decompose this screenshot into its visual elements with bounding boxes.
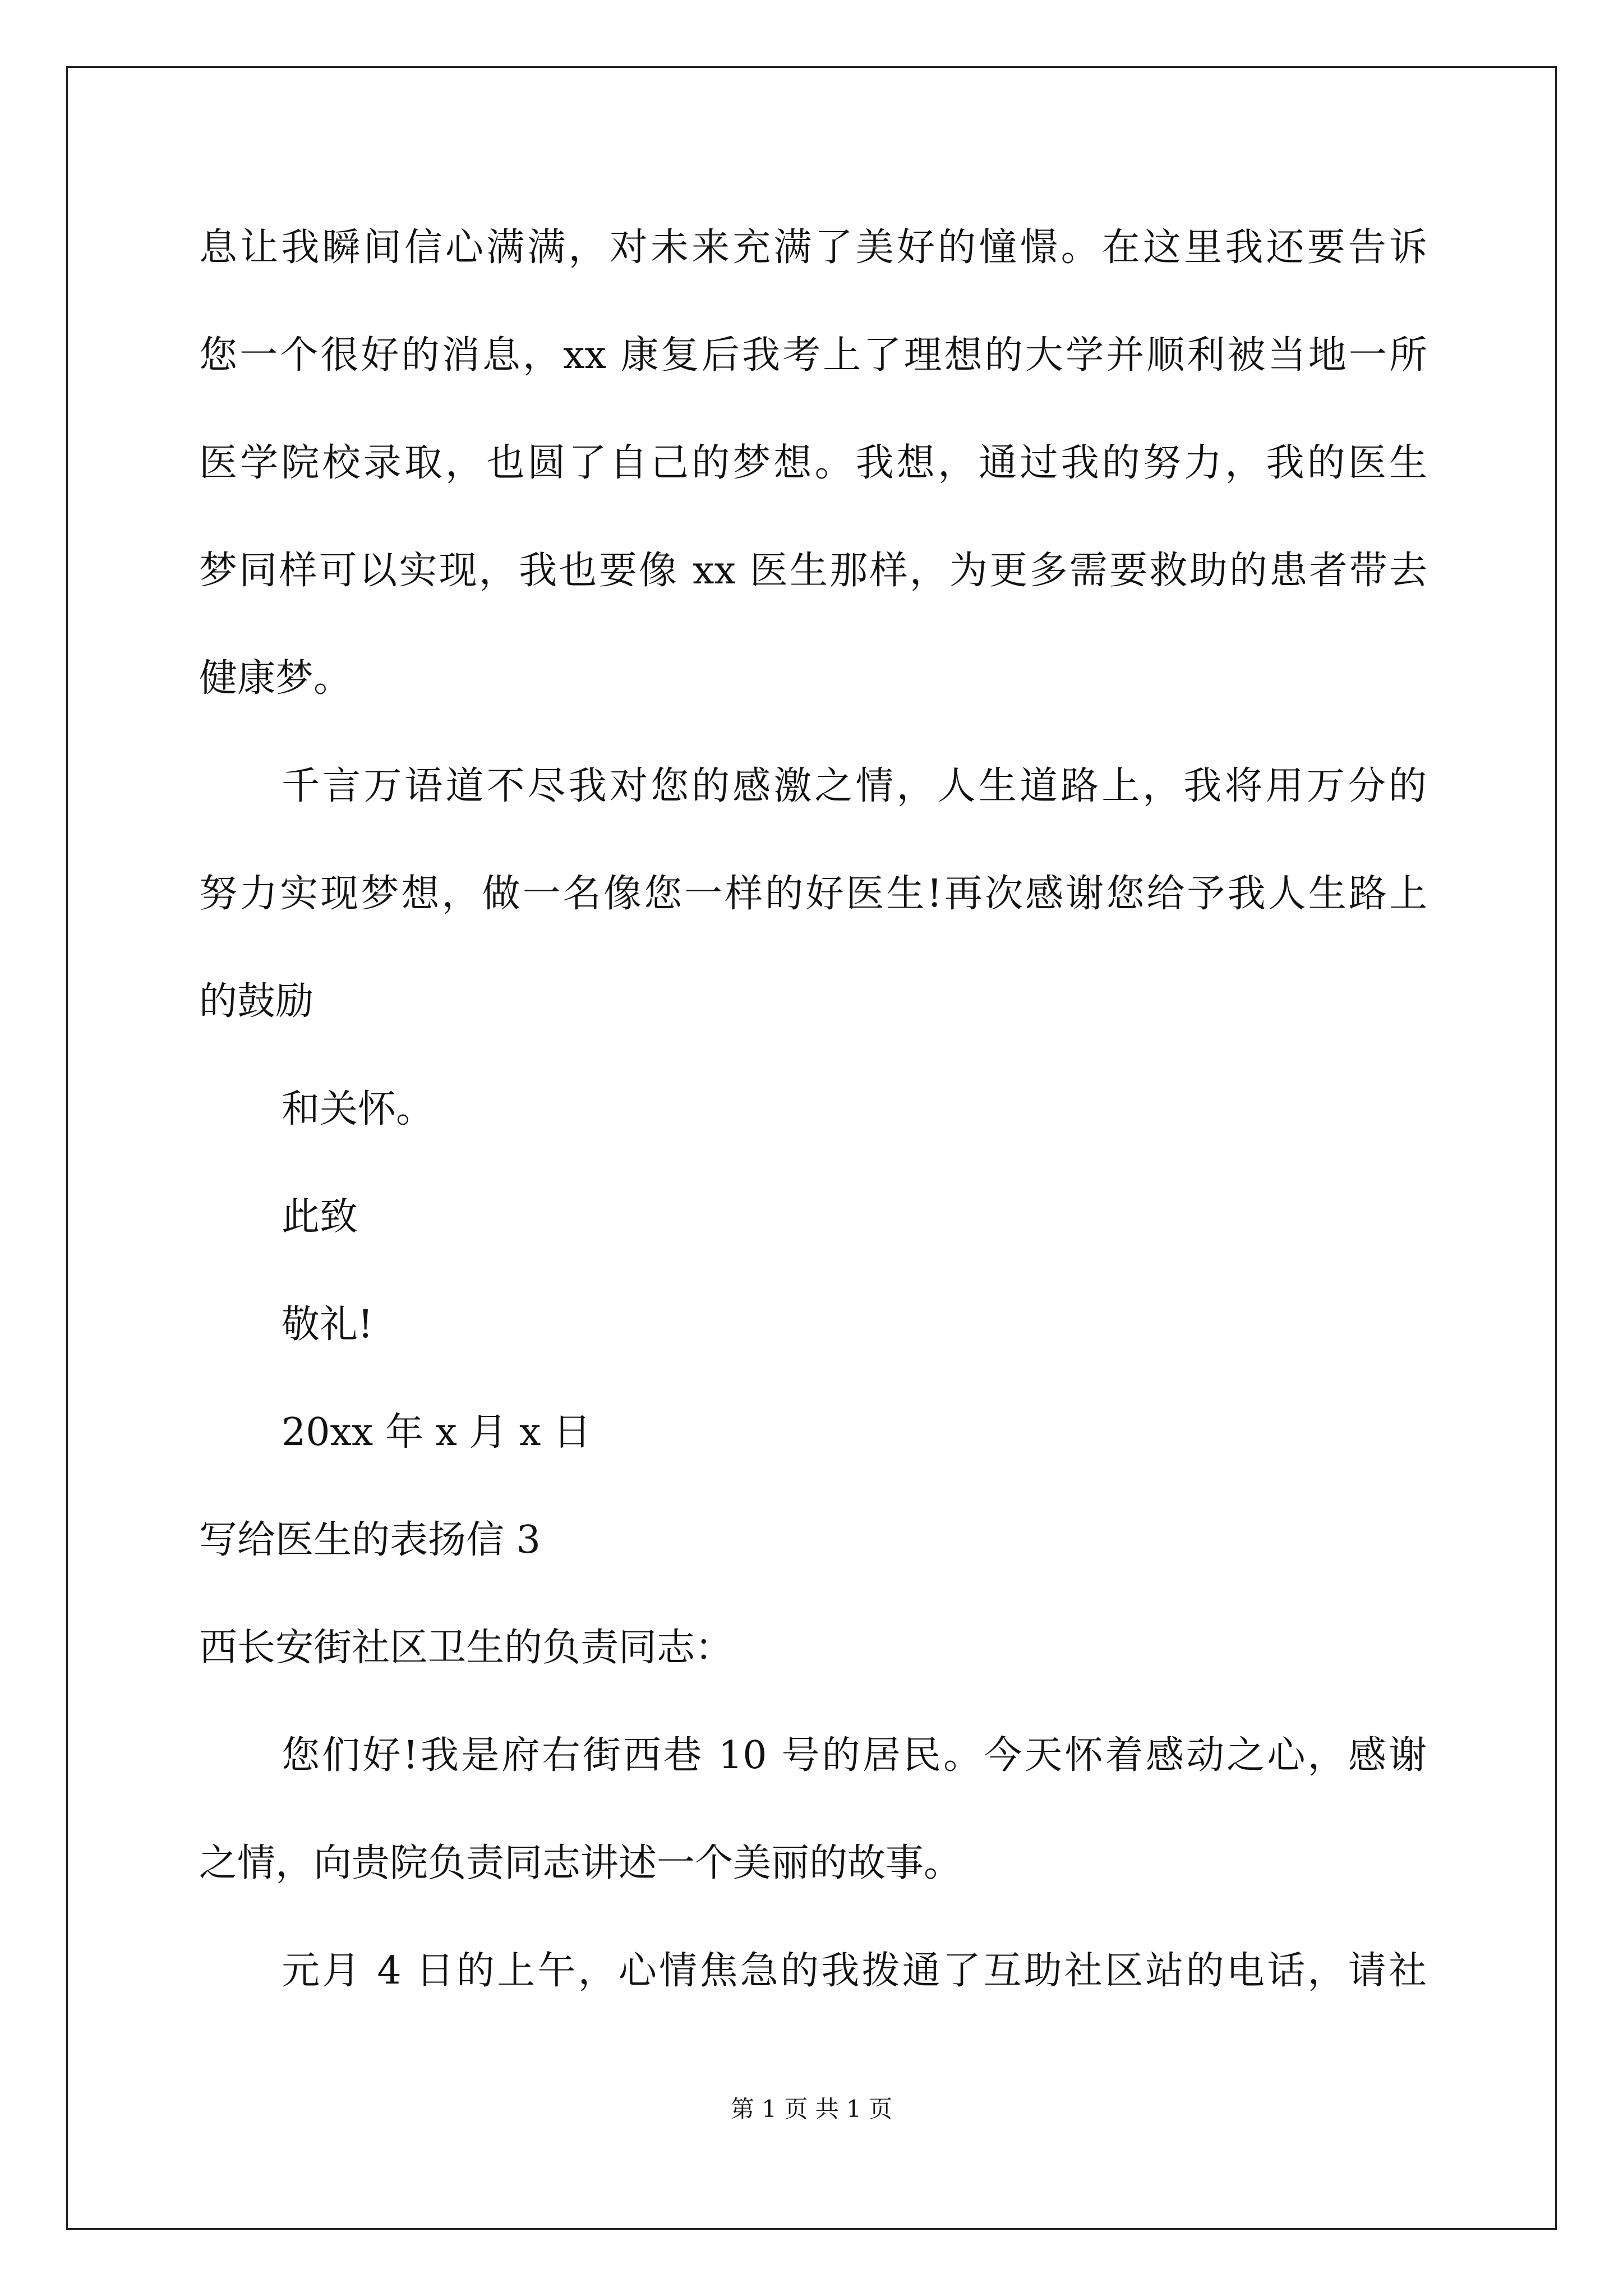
letter-date: 20xx 年 x 月 x 日: [282, 1410, 592, 1455]
body-line-4: 梦同样可以实现，我也要像 xx 医生那样，为更多需要救助的患者带去: [199, 549, 1427, 593]
paragraph-start-line: 千言万语道不尽我对您的感激之情，人生道路上，我将用万分的: [282, 764, 1427, 808]
body-line-3: 医学院校录取，也圆了自己的梦想。我想，通过我的努力，我的医生: [199, 441, 1427, 485]
body-line-2: 您一个很好的消息，xx 康复后我考上了理想的大学并顺利被当地一所: [199, 333, 1427, 378]
body-line-7: 努力实现梦想，做一名像您一样的好医生!再次感谢您给予我人生路上: [199, 872, 1427, 916]
closing-salutation: 此致: [282, 1195, 358, 1239]
body-line-16: 之情，向贵院负责同志讲述一个美丽的故事。: [199, 1841, 962, 1885]
page-border: [66, 66, 1557, 2230]
letter-greeting: 西长安街社区卫生的负责同志：: [199, 1626, 734, 1670]
body-line-9: 和关怀。: [282, 1087, 435, 1131]
section-heading: 写给医生的表扬信 3: [199, 1518, 541, 1562]
body-line-17: 元月 4 日的上午，心情焦急的我拨通了互助社区站的电话，请社: [282, 1949, 1427, 1993]
closing-respect: 敬礼!: [282, 1303, 374, 1347]
page-number-footer: 第 1 页 共 1 页: [730, 2095, 893, 2123]
body-line-5: 健康梦。: [199, 656, 352, 701]
body-line-1: 息让我瞬间信心满满，对未来充满了美好的憧憬。在这里我还要告诉: [199, 226, 1427, 270]
body-line-8: 的鼓励: [199, 979, 314, 1024]
body-line-15: 您们好!我是府右街西巷 10 号的居民。今天怀着感动之心，感谢: [282, 1733, 1427, 1778]
